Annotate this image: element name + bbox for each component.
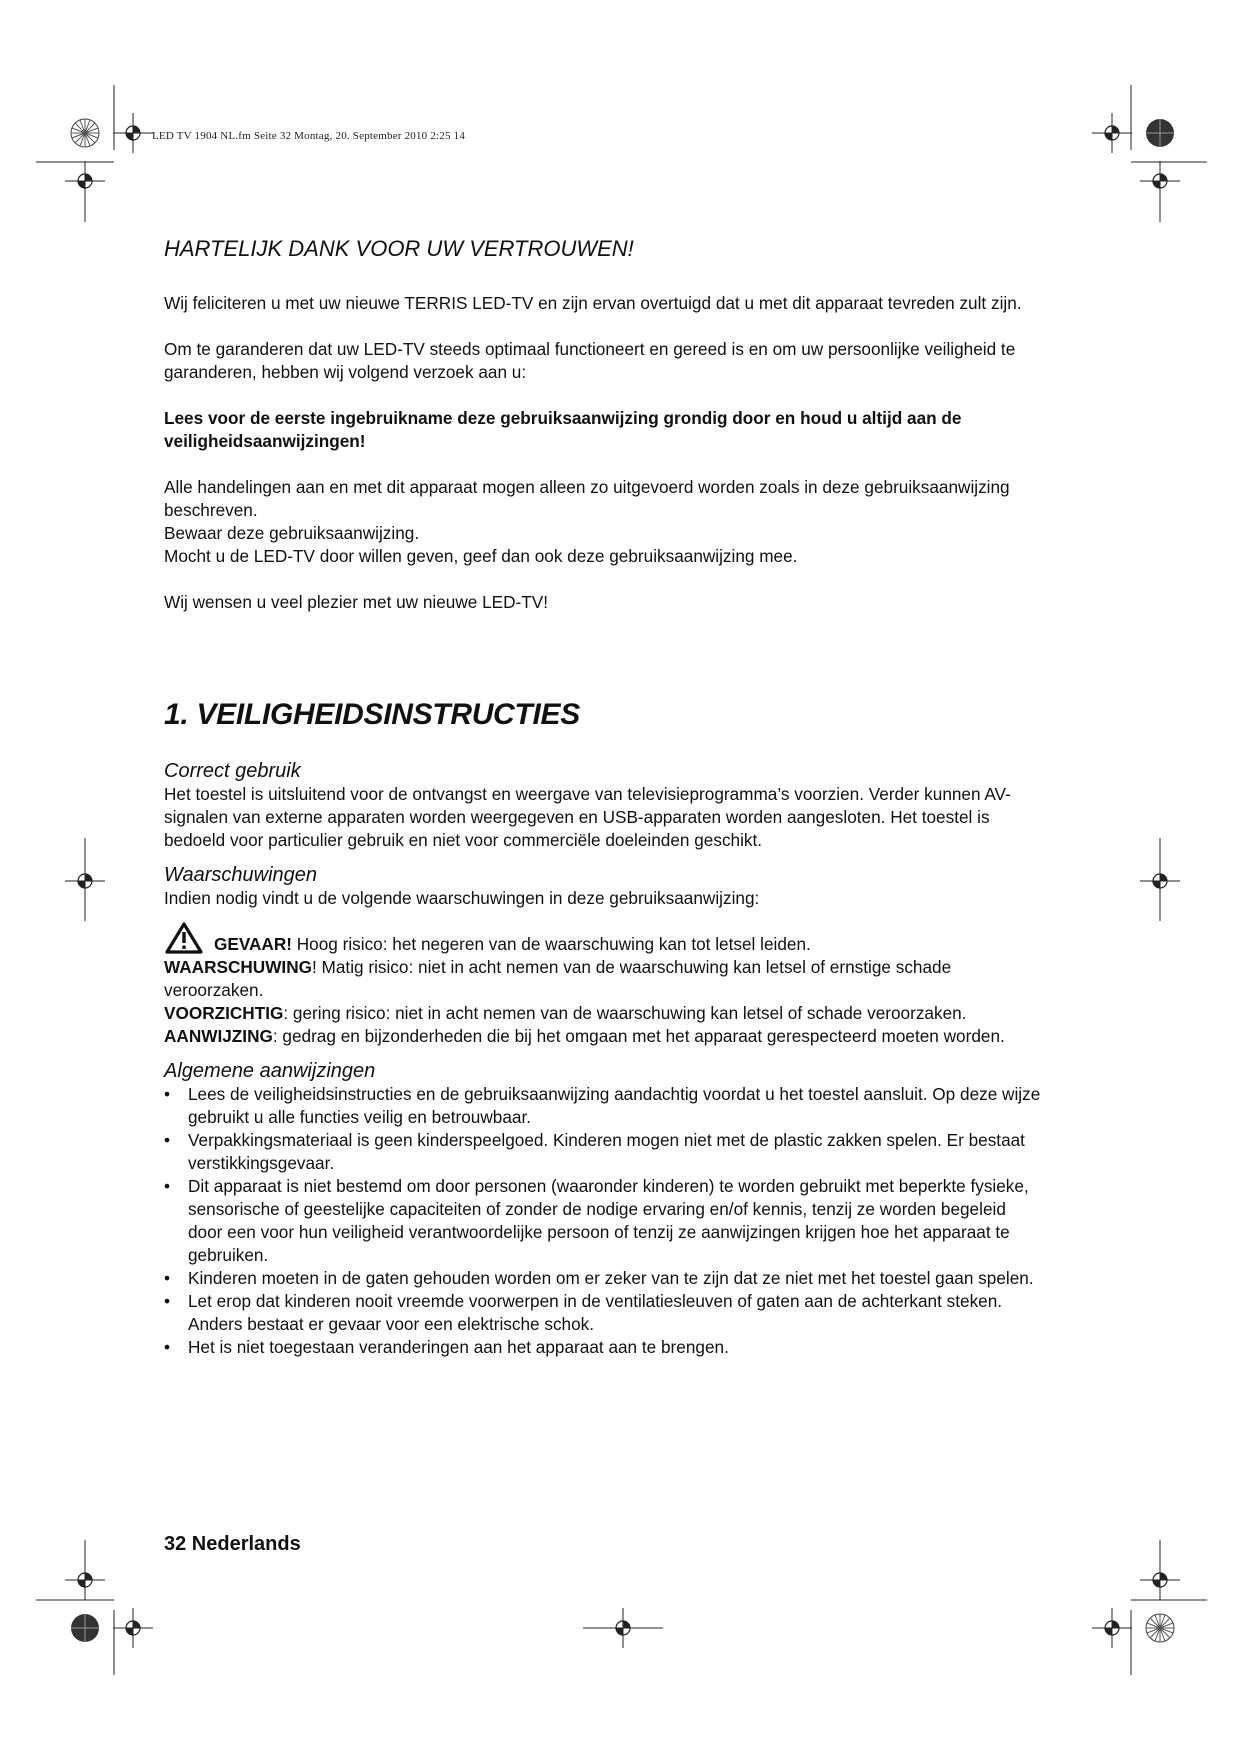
- warnings-intro: Indien nodig vindt u de volgende waarschuwingen in deze gebruiksaanwijzing:: [164, 888, 760, 908]
- general-list: [164, 1083, 1044, 1359]
- list-item: [164, 1083, 1044, 1129]
- print-info-line: LED TV 1904 NL.fm Seite 32 Montag, 20. September 2010 2:25 14: [152, 130, 466, 142]
- intro-section: [164, 292, 1044, 614]
- caution-line: [164, 1002, 1044, 1025]
- intro-paragraph-4c: Mocht u de LED-TV door willen geven, geef dan ook deze gebruiksaanwijzing mee.: [164, 546, 798, 566]
- warning-line: [164, 956, 1044, 1002]
- danger-line: [164, 933, 1044, 956]
- warnings-heading: Waarschuwingen: [164, 864, 318, 886]
- warning-text: ! Matig risico: niet in acht nemen van de waarschuwing kan letsel of ernstige schade veroorzaken.: [164, 957, 952, 1000]
- intro-paragraph-4: Alle handelingen aan en met dit apparaat mogen alleen zo uitgevoerd worden zoals in deze gebruiksaanwijzing beschreven.: [164, 477, 1010, 520]
- bullet: •: [164, 1176, 171, 1196]
- caution-label: VOORZICHTIG: [164, 1003, 284, 1023]
- intro-paragraph-4b: Bewaar deze gebruiksaanwijzing.: [164, 523, 420, 543]
- intro-paragraph-1: Wij feliciteren u met uw nieuwe TERRIS LED-TV en zijn ervan overtuigd dat u met dit apparaat tevreden zult zijn.: [164, 293, 1022, 313]
- note-label: AANWIJZING: [164, 1026, 273, 1046]
- chapter-title: 1. VEILIGHEIDSINSTRUCTIES: [164, 698, 580, 731]
- intro-paragraph-2: Om te garanderen dat uw LED-TV steeds optimaal functioneert en gereed is en om uw persoonlijke veiligheid te garanderen, hebben wij volgend verzoek aan u:: [164, 339, 1016, 382]
- bullet: •: [164, 1337, 171, 1357]
- warning-label: WAARSCHUWING: [164, 957, 312, 977]
- page-footer: 32 Nederlands: [164, 1533, 301, 1555]
- list-item: [164, 1267, 1044, 1290]
- list-item: [164, 1129, 1044, 1175]
- intro-title: HARTELIJK DANK VOOR UW VERTROUWEN!: [164, 236, 634, 261]
- general-heading: Algemene aanwijzingen: [164, 1060, 376, 1082]
- list-item-text: Kinderen moeten in de gaten gehouden worden om er zeker van te zijn dat ze niet met het toestel gaan spelen.: [188, 1268, 1034, 1288]
- correct-use-heading: Correct gebruik: [164, 760, 301, 782]
- list-item-text: Let erop dat kinderen nooit vreemde voorwerpen in de ventilatiesleuven of gaten aan de achterkant steken. Anders bestaat er gevaar voor een elektrische schok.: [188, 1291, 1003, 1334]
- list-item: [164, 1175, 1044, 1267]
- bullet: •: [164, 1130, 171, 1150]
- list-item-text: Dit apparaat is niet bestemd om door personen (waaronder kinderen) te worden gebruikt met beperkte fysieke, sensorische of geestelijke capaciteiten of zonder de nodige ervaring en/of kennis, tenzij ze worden begeleid door een voor hun veiligheid verantwoordelijke persoon of tenzij ze aanwijzingen krijgen hoe het apparaat te gebruiken.: [188, 1176, 1029, 1265]
- list-item-text: Het is niet toegestaan veranderingen aan het apparaat aan te brengen.: [188, 1337, 729, 1357]
- caution-text: : gering risico: niet in acht nemen van de waarschuwing kan letsel of schade veroorzaken.: [283, 1003, 967, 1023]
- bullet: •: [164, 1291, 171, 1311]
- intro-paragraph-5: Wij wensen u veel plezier met uw nieuwe LED-TV!: [164, 592, 549, 612]
- warning-triangle-icon: [164, 921, 204, 961]
- intro-bold-notice: Lees voor de eerste ingebruikname deze gebruiksaanwijzing grondig door en houd u altijd aan de veiligheidsaanwijzingen!: [164, 408, 962, 451]
- bullet: •: [164, 1268, 171, 1288]
- list-item-text: Lees de veiligheidsinstructies en de gebruiksaanwijzing aandachtig voordat u het toestel aansluit. Op deze wijze gebruikt u alle functies veilig en betrouwbaar.: [188, 1084, 1041, 1127]
- safety-section: [164, 760, 1044, 1359]
- danger-text: Hoog risico: het negeren van de waarschuwing kan tot letsel leiden.: [291, 934, 811, 954]
- danger-label: GEVAAR!: [214, 934, 292, 954]
- correct-use-text: Het toestel is uitsluitend voor de ontvangst en weergave van televisieprogramma’s voorzien. Verder kunnen AV-signalen van externe apparaten worden weergegeven en USB-apparaten worden aangesloten. Het toestel is bedoeld voor particulier gebruik en niet voor commerciële doeleinden geschikt.: [164, 784, 1011, 850]
- note-text: : gedrag en bijzonderheden die bij het omgaan met het apparaat gerespecteerd moeten worden.: [272, 1026, 1005, 1046]
- note-line: [164, 1025, 1044, 1048]
- list-item: [164, 1336, 1044, 1359]
- list-item-text: Verpakkingsmateriaal is geen kinderspeelgoed. Kinderen mogen niet met de plastic zakken spelen. Er bestaat verstikkingsgevaar.: [188, 1130, 1025, 1173]
- list-item: [164, 1290, 1044, 1336]
- bullet: •: [164, 1084, 171, 1104]
